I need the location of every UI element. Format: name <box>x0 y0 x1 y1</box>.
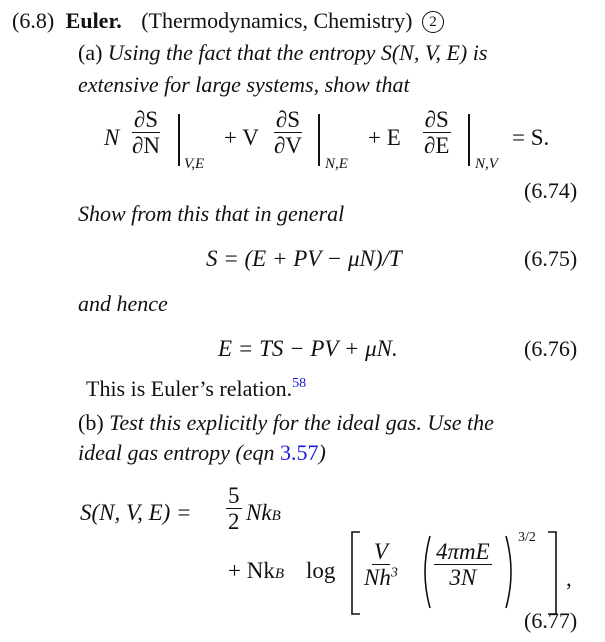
left-paren-icon <box>418 534 432 610</box>
show-text: Show from this that in general <box>78 201 345 226</box>
part-b-line1 <box>78 410 494 436</box>
eq677-two: 2 <box>228 509 240 535</box>
eq674-eval-bar-2 <box>318 114 320 166</box>
equation-6-75: S = (E + PV − μN)/T <box>206 246 402 271</box>
eq674-coef-n: N <box>104 125 120 150</box>
eq675-number: (6.75) <box>524 246 578 271</box>
eq677-term1 <box>246 500 281 526</box>
eq677-sub-b1: B <box>271 508 281 524</box>
eq676-number: (6.76) <box>524 336 578 361</box>
eq677-nh-text: Nh <box>364 565 391 591</box>
part-a-label: (a) <box>78 40 103 65</box>
part-b-prompt-line2a: ideal gas entropy (eqn <box>78 440 281 465</box>
part-a-line2: extensive for large systems, show that <box>78 72 410 97</box>
eq674-frac-1 <box>130 108 162 158</box>
eq674-den-3: ∂E <box>424 133 450 159</box>
part-b-prompt-line1: Test this explicitly for the ideal gas. Use the <box>109 410 494 435</box>
eq677-frac-v <box>362 540 400 590</box>
problem-number: (6.8) <box>12 8 55 33</box>
eq674-eval-bar-3 <box>468 114 470 166</box>
eq677-lhs: S(N, V, E) = <box>80 500 192 525</box>
difficulty-badge: 2 <box>422 11 444 33</box>
left-bracket-icon <box>348 530 362 616</box>
problem-topics: (Thermodynamics, Chemistry) <box>141 8 413 33</box>
eq677-plus-text: + Nk <box>228 558 275 583</box>
eq674-rhs: = S. <box>512 125 550 150</box>
part-b-line2 <box>78 440 326 466</box>
and-hence-text: and hence <box>78 291 168 316</box>
eq674-num-1: ∂S <box>133 107 159 132</box>
eq674-num-3: ∂S <box>424 107 449 132</box>
part-a-prompt-line1: Using the fact that the entropy S(N, V, E) is <box>107 40 488 65</box>
eq677-frac-4pime <box>434 540 492 590</box>
eq677-den-3n: 3N <box>449 565 477 591</box>
eq674-coef-e: + E <box>368 125 401 150</box>
eq677-term1-text: Nk <box>246 500 272 525</box>
eq677-comma: , <box>566 566 572 591</box>
eq674-frac-2 <box>272 108 304 158</box>
eq674-den-1: ∂N <box>132 133 160 159</box>
problem-header <box>12 8 444 34</box>
part-b-label: (b) <box>78 410 104 435</box>
eq677-sub-b2: B <box>274 566 285 582</box>
part-b-prompt-line2b: ) <box>318 440 326 465</box>
right-paren-icon <box>504 534 518 610</box>
eq677-number: (6.77) <box>524 608 578 633</box>
part-a-line1 <box>78 40 487 66</box>
eq677-cube: 3 <box>390 565 398 581</box>
euler-relation-line <box>86 376 306 402</box>
eq674-frac-3 <box>422 108 451 158</box>
problem-name: Euler. <box>65 8 122 33</box>
eq674-coef-v: + V <box>224 125 259 150</box>
eq674-den-2: ∂V <box>274 133 302 159</box>
eq674-eval-bar-1 <box>178 114 180 166</box>
eq677-den-nh3 <box>362 565 400 590</box>
eq677-num-v: V <box>373 539 388 564</box>
eq677-exponent: 3/2 <box>518 530 536 545</box>
eq677-num-4pime: 4πmE <box>436 539 490 564</box>
right-bracket-icon <box>546 530 560 616</box>
eq674-sub-3: N,V <box>475 156 498 172</box>
eq674-sub-2: N,E <box>325 156 348 172</box>
footnote-58-link[interactable]: 58 <box>292 376 307 391</box>
eq674-number: (6.74) <box>524 178 578 203</box>
eq677-plus-nkb <box>228 558 284 584</box>
equation-6-76: E = TS − PV + μN. <box>218 336 398 361</box>
eq674-num-2: ∂S <box>275 107 301 132</box>
eq677-log: log <box>306 558 336 583</box>
eq674-sub-1: V,E <box>184 156 205 172</box>
euler-relation-text: This is Euler’s relation. <box>86 376 293 401</box>
eqn-3-57-link[interactable]: 3.57 <box>280 440 319 465</box>
eq677-five: 5 <box>228 483 240 508</box>
